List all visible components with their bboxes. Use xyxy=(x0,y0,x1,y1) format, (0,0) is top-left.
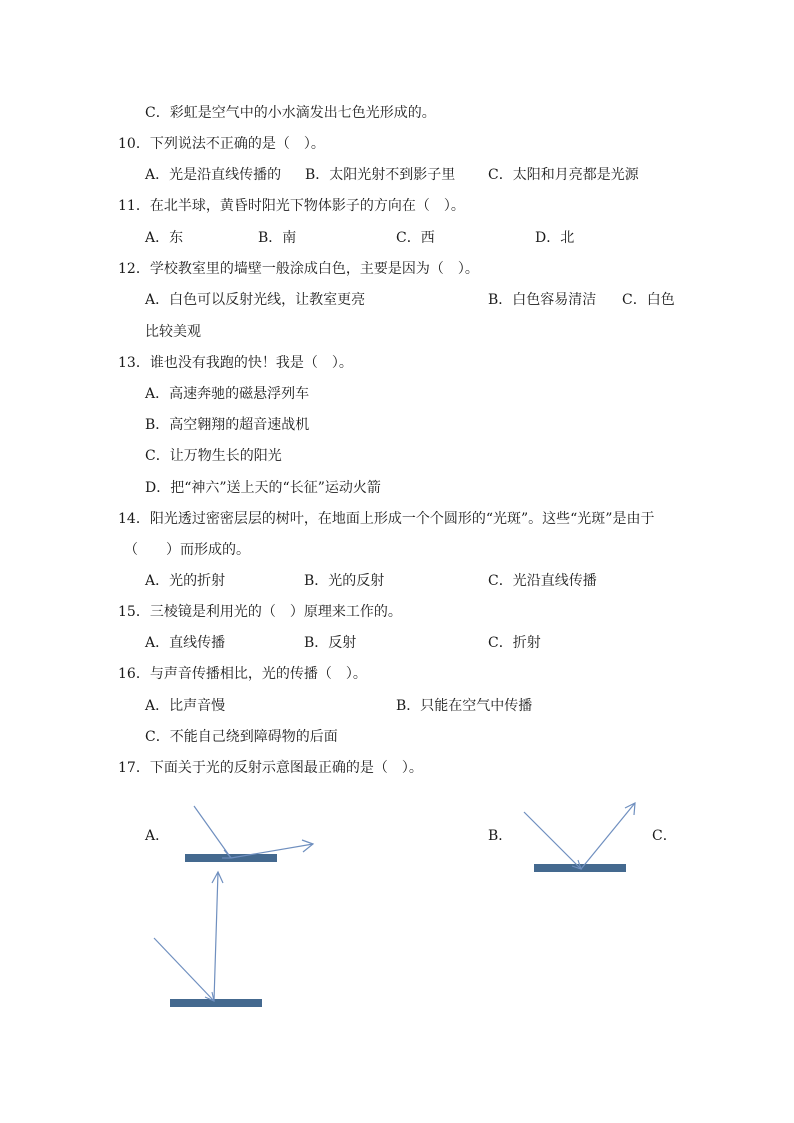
q16-stem: 16．与声音传播相比，光的传播（ ）。 xyxy=(118,666,367,682)
q12-option-b: B．白色容易清洁 xyxy=(488,292,597,308)
q11-option-a: A．东 xyxy=(145,230,184,246)
q12-option-c-continued: 比较美观 xyxy=(145,324,201,340)
q15-option-a: A．直线传播 xyxy=(145,635,226,651)
mirror-c xyxy=(170,999,262,1007)
q16-option-c: C．不能自己绕到障碍物的后面 xyxy=(145,729,338,745)
q16-option-b: B．只能在空气中传播 xyxy=(396,698,533,714)
incident-ray-c xyxy=(154,938,214,1001)
q15-stem: 15．三棱镜是利用光的（ ）原理来工作的。 xyxy=(118,604,402,620)
incident-ray-a xyxy=(194,806,231,858)
q14-stem: 14．阳光透过密密层层的树叶，在地面上形成一个个圆形的“光斑”。这些“光斑”是由于 xyxy=(118,511,655,527)
q14-option-c: C．光沿直线传播 xyxy=(488,573,597,589)
q11-option-d: D．北 xyxy=(535,230,575,246)
q17-option-a-label: A． xyxy=(145,828,170,844)
q13-option-c: C．让万物生长的阳光 xyxy=(145,448,282,464)
q13-option-d: D．把“神六”送上天的“长征”运动火箭 xyxy=(145,480,381,496)
q11-stem: 11．在北半球，黄昏时阳光下物体影子的方向在（ ）。 xyxy=(118,198,465,214)
q10-option-b: B．太阳光射不到影子里 xyxy=(305,167,456,183)
q14-option-b: B．光的反射 xyxy=(304,573,385,589)
q13-option-a: A．高速奔驰的磁悬浮列车 xyxy=(145,386,310,402)
q17-option-c-label: C． xyxy=(652,828,677,844)
q12-option-c: C．白色 xyxy=(622,292,675,308)
q12-option-a: A．白色可以反射光线，让教室更亮 xyxy=(145,292,366,308)
diagram-a xyxy=(185,806,313,862)
q9-option-c: C．彩虹是空气中的小水滴发出七色光形成的。 xyxy=(145,105,436,121)
q13-option-b: B．高空翱翔的超音速战机 xyxy=(145,417,310,433)
q15-option-b: B．反射 xyxy=(304,635,357,651)
q10-stem: 10．下列说法不正确的是（ ）。 xyxy=(118,136,325,152)
q14-stem-continued: （ ）而形成的。 xyxy=(124,542,250,558)
q14-option-a: A．光的折射 xyxy=(145,573,226,589)
q11-option-c: C．西 xyxy=(396,230,435,246)
reflected-ray-b xyxy=(581,803,635,869)
q16-option-a: A．比声音慢 xyxy=(145,698,226,714)
diagram-b xyxy=(524,803,635,872)
q15-option-c: C．折射 xyxy=(488,635,541,651)
q10-option-a: A．光是沿直线传播的 xyxy=(145,167,282,183)
q17-stem: 17．下面关于光的反射示意图最正确的是（ ）。 xyxy=(118,760,423,776)
diagram-c xyxy=(154,872,262,1007)
q10-option-c: C．太阳和月亮都是光源 xyxy=(488,167,639,183)
incident-ray-b xyxy=(524,812,581,869)
q13-stem: 13．谁也没有我跑的快！我是（ ）。 xyxy=(118,355,353,371)
q17-option-b-label: B． xyxy=(488,828,513,844)
q12-stem: 12．学校教室里的墙壁一般涂成白色，主要是因为（ ）。 xyxy=(118,261,479,277)
reflected-ray-c xyxy=(214,872,218,1001)
q11-option-b: B．南 xyxy=(258,230,297,246)
